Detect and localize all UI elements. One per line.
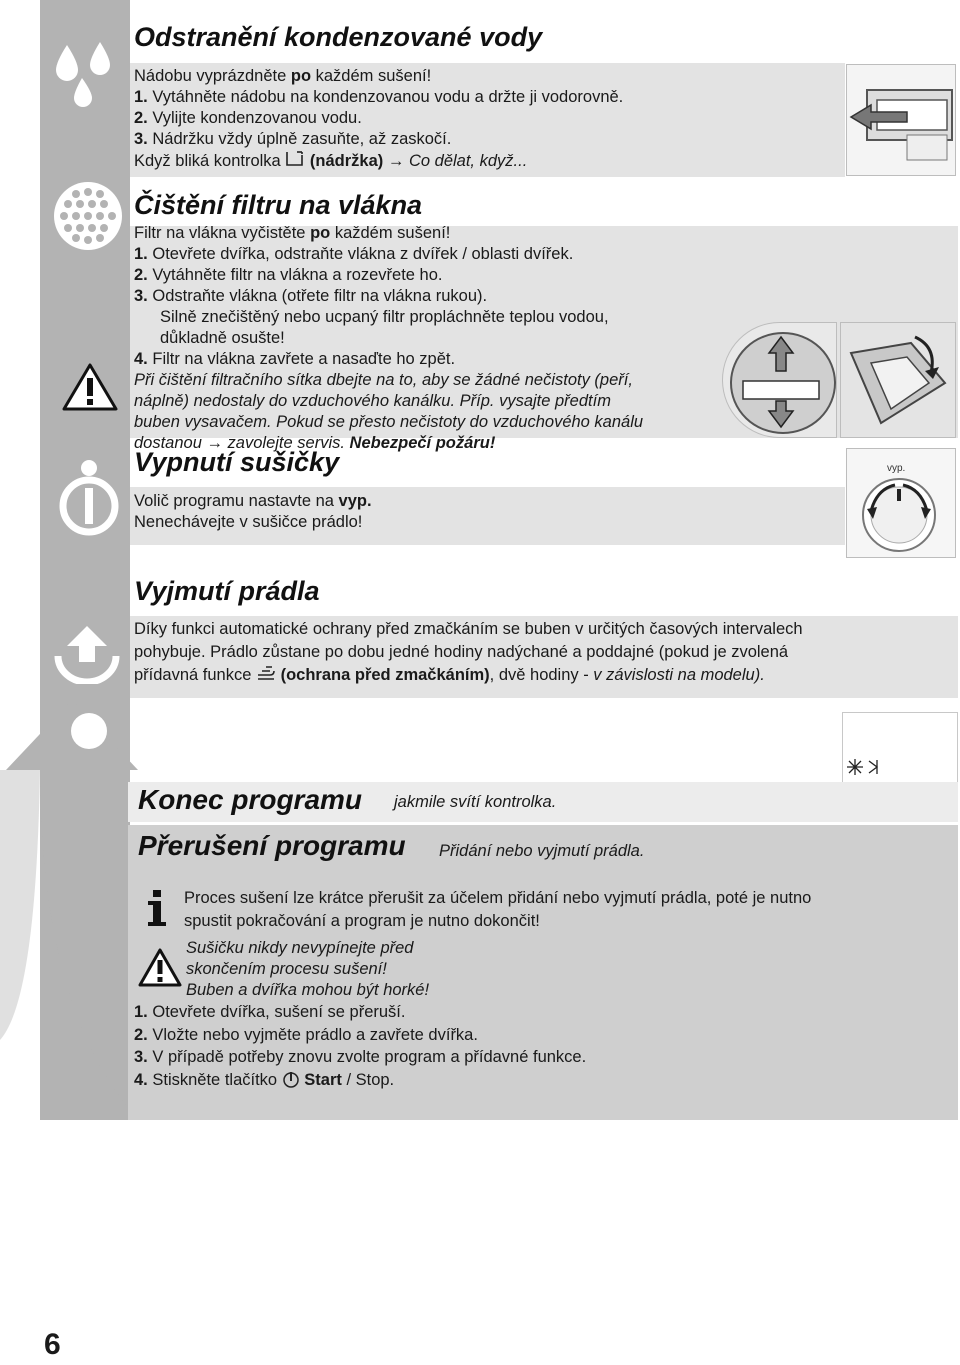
tank-illustration bbox=[846, 64, 956, 176]
filter-body: Filtr na vlákna vyčistěte po každém sušení! 1. Otevřete dvířka, odstraňte vlákna z dvířek / oblasti dvířek. 2. Vytáhněte filtr na vlákna a rozevřete ho. 3. Odstraňte vlákna (otřete filtr na vlákna rukou). Silně znečištěný nebo ucpaný filtr propláchněte teplou vodou, důkladně osušte! 4. Filtr na vlákna zavřete a nasaďte ho zpět. Při čištění filtračního sítka dbejte na to, aby se žádné nečistoty (peří, náplně) nedostaly do vzduchového kanálku. Příp. vysajte předtím buben vysavačem. Pokud se přesto nečistoty do vzduchového kanálu dostanou → zavolejte servis. Nebezpečí požáru! bbox=[134, 223, 734, 454]
remove-title: Vyjmutí prádla bbox=[134, 576, 320, 606]
lint-filter-icon bbox=[52, 180, 124, 252]
warning-icon-hot bbox=[138, 948, 182, 988]
condensed-step-3: 3. Nádržku vždy úplně zasuňte, až zaskočí. bbox=[134, 130, 452, 148]
sidebar-arrow bbox=[0, 0, 140, 1120]
warning-icon bbox=[62, 362, 118, 412]
water-drops-icon bbox=[52, 40, 120, 110]
interrupt-info: Proces sušení lze krátce přerušit za účelem přidání nebo vyjmutí prádla, poté je nutno spustit pokračování a program je nutno dokončit! bbox=[184, 889, 812, 930]
condensed-title: Odstranění kondenzované vody bbox=[134, 22, 543, 52]
interrupt-step-2: 2. Vložte nebo vyjměte prádlo a zavřete dvířka. bbox=[134, 1025, 478, 1044]
drum-circle-icon bbox=[70, 712, 108, 750]
filter-title: Čištění filtru na vlákna bbox=[134, 190, 423, 220]
page-number: 6 bbox=[44, 1328, 61, 1361]
dial-label: vyp. bbox=[887, 463, 906, 474]
dial-illustration bbox=[846, 448, 956, 558]
power-off-icon bbox=[56, 458, 122, 536]
filter-open-illustration bbox=[722, 322, 837, 438]
filter-insert-illustration bbox=[840, 322, 956, 438]
filter-step-1: 1. Otevřete dvířka, odstraňte vlákna z dvířek / oblasti dvířek. bbox=[134, 245, 574, 263]
condensed-step-2: 2. Vylijte kondenzovanou vodu. bbox=[134, 109, 362, 127]
end-subtitle: jakmile svítí kontrolka. bbox=[394, 793, 557, 811]
end-title: Konec programu bbox=[138, 784, 363, 815]
interrupt-warning: Sušičku nikdy nevypínejte před skončením procesu sušení! Buben a dvířka mohou být horké! bbox=[186, 939, 430, 999]
interrupt-subtitle: Přidání nebo vyjmutí prádla. bbox=[439, 842, 645, 860]
info-icon bbox=[140, 888, 174, 928]
filter-step-3: 3. Odstraňte vlákna (otřete filtr na vlákna rukou). bbox=[134, 287, 488, 305]
interrupt-title: Přerušení programu bbox=[138, 830, 406, 861]
end-indicator-icon bbox=[847, 757, 883, 777]
unload-laundry-icon bbox=[52, 624, 122, 684]
condensed-step-1: 1. Vytáhněte nádobu na kondenzovanou vodu a držte ji vodorovně. bbox=[134, 88, 624, 106]
anti-crease-icon bbox=[256, 665, 276, 683]
filter-step-4: 4. Filtr na vlákna zavřete a nasaďte ho zpět. bbox=[134, 350, 456, 368]
start-button-icon bbox=[282, 1070, 300, 1088]
switch-off-title: Vypnutí sušičky bbox=[134, 447, 340, 477]
interrupt-step-4: 4. Stiskněte tlačítko Start / Stop. bbox=[134, 1070, 395, 1089]
filter-step-2: 2. Vytáhněte filtr na vlákna a rozevřete ho. bbox=[134, 266, 443, 284]
tank-icon bbox=[285, 150, 305, 168]
interrupt-step-1: 1. Otevřete dvířka, sušení se přeruší. bbox=[134, 1003, 406, 1021]
interrupt-steps bbox=[134, 1001, 586, 1091]
remove-body: Díky funkci automatické ochrany před zmačkáním se buben v určitých časových intervalech pohybuje. Prádlo zůstane po dobu jedné hodiny nadýchané a poddajné (pokud je zvolená přídavná funkce (ochrana před zmačkáním), dvě hodiny - v závislosti na modelu). bbox=[134, 620, 803, 684]
switch-off-body: Volič programu nastavte na vyp. Nenechávejte v sušičce prádlo! bbox=[134, 492, 372, 531]
interrupt-step-3: 3. V případě potřeby znovu zvolte program a přídavné funkce. bbox=[134, 1048, 587, 1066]
condensed-body: Nádobu vyprázdněte po každém sušení! 1. Vytáhněte nádobu na kondenzovanou vodu a držte ji vodorovně. 2. Vylijte kondenzovanou vodu. 3. Nádržku vždy úplně zasuňte, až zaskočí. Když bliká kontrolka (nádržka) → Co dělat, když... bbox=[134, 67, 624, 170]
